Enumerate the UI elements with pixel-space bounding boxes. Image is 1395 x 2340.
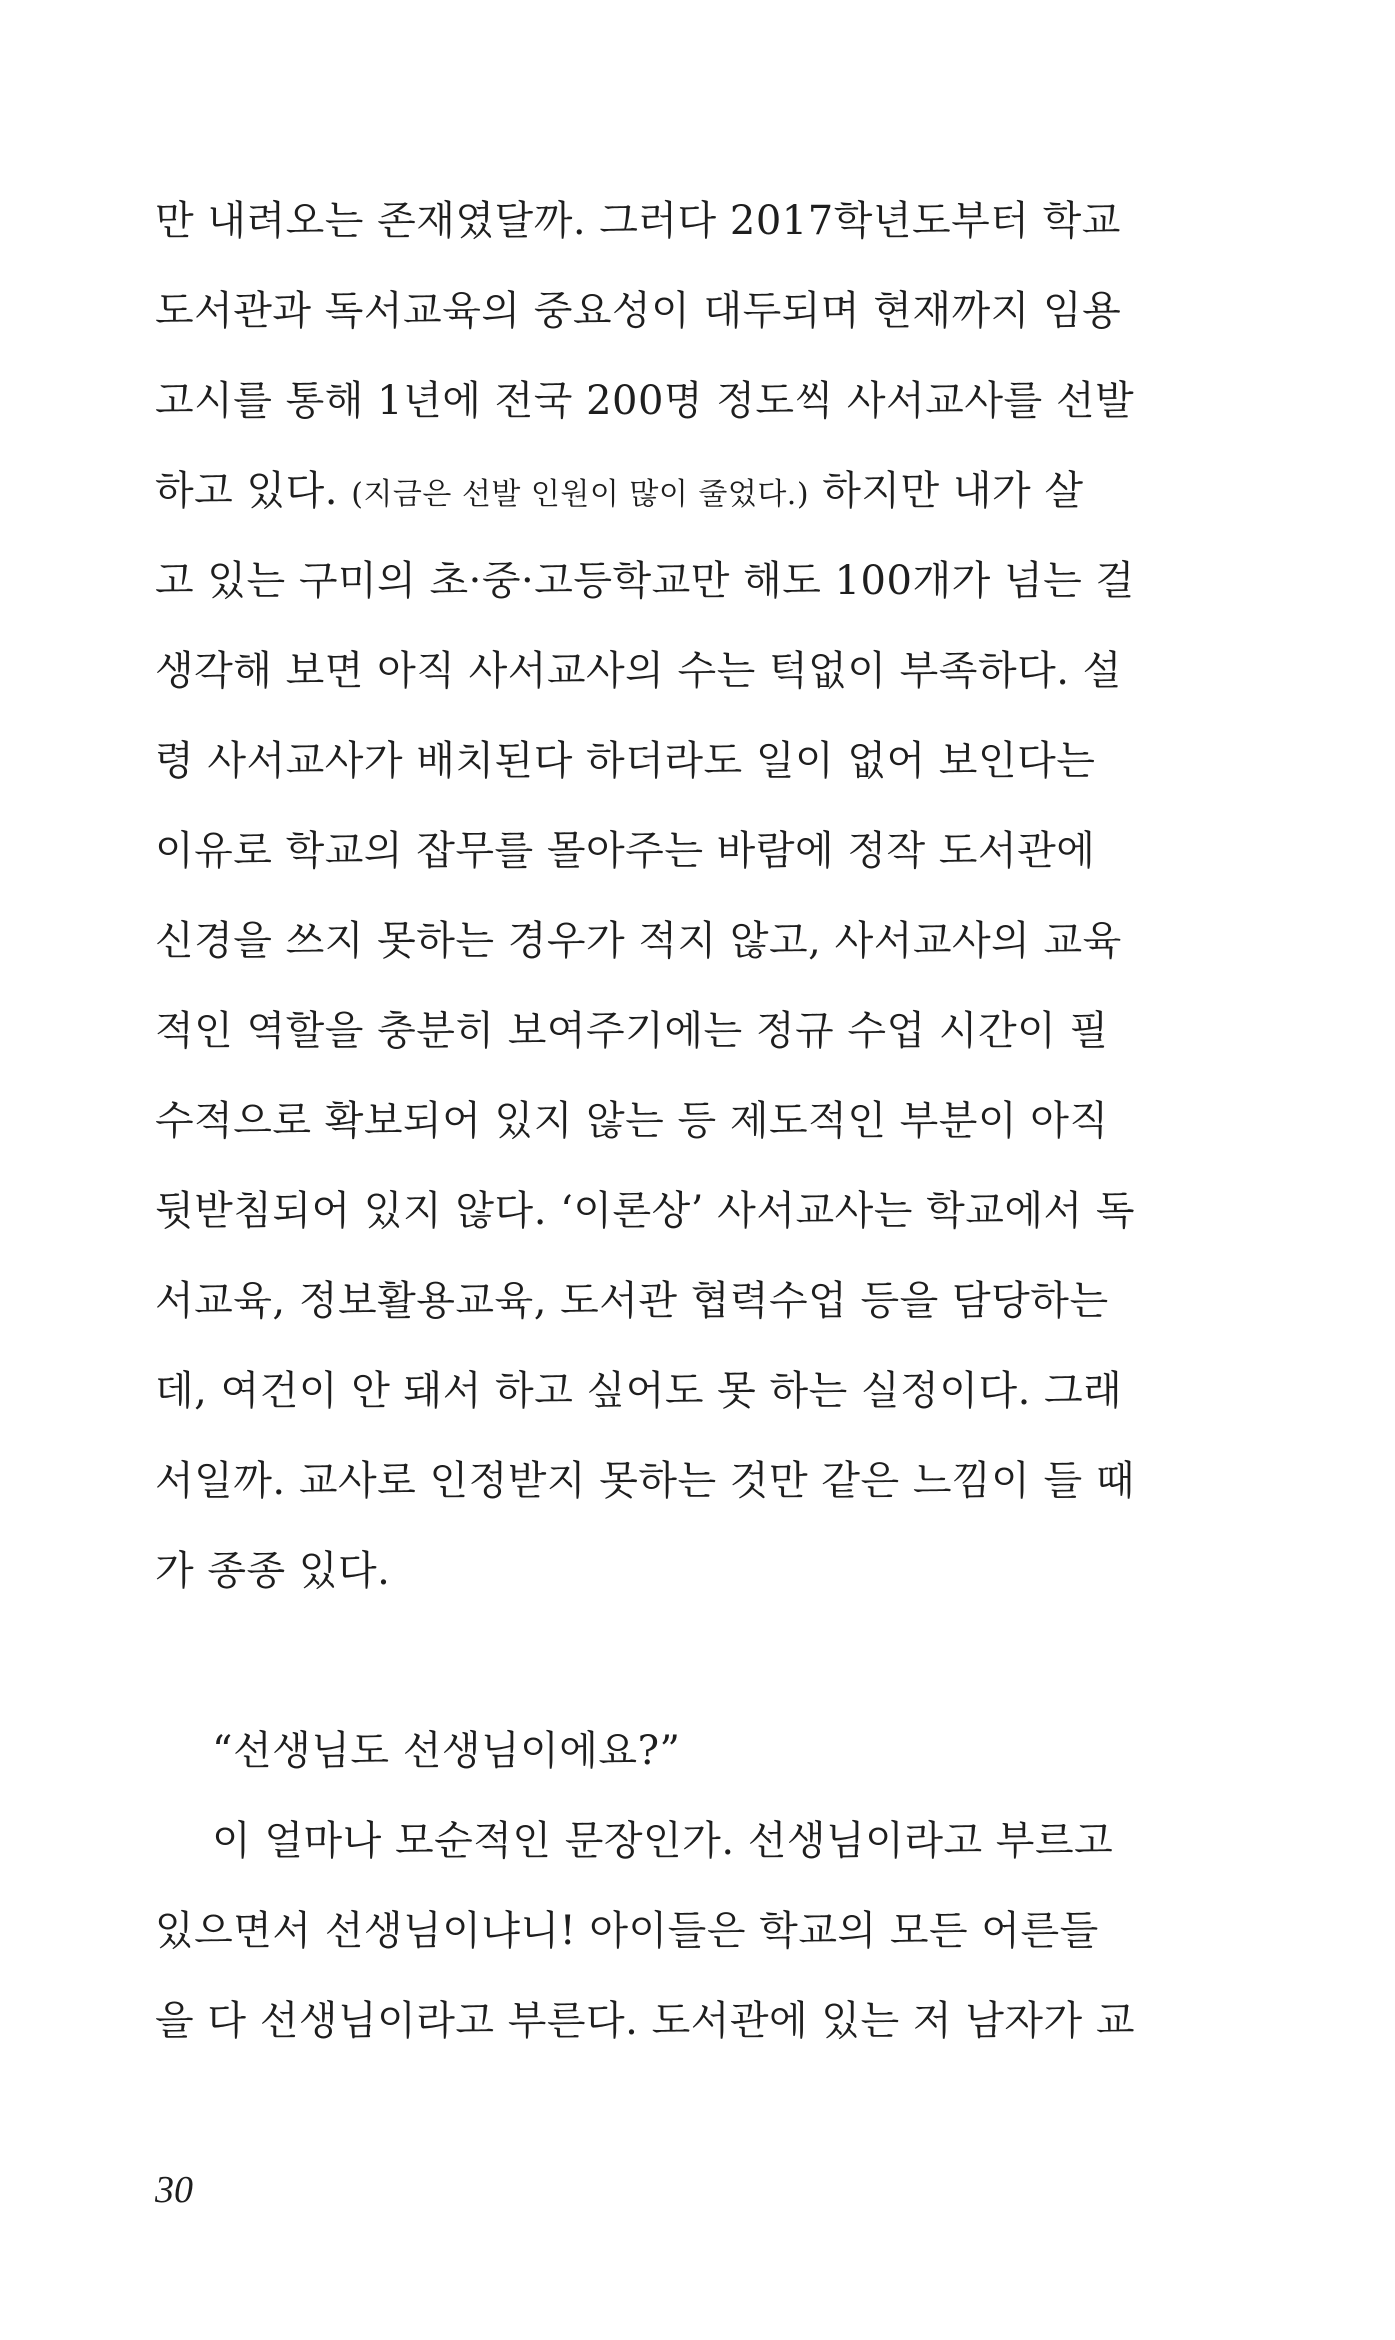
paragraph-2-line-1: 이 얼마나 모순적인 문장인가. 선생님이라고 부르고 [212,1818,1114,1864]
paragraph-2-line-3: 을 다 선생님이라고 부른다. 도서관에 있는 저 남자가 교 [155,1998,1136,2044]
paragraph-1-line-12: 뒷받침되어 있지 않다. ‘이론상’ 사서교사는 학교에서 독 [155,1188,1136,1234]
paragraph-1-line-14: 데, 여건이 안 돼서 하고 싶어도 못 하는 실정이다. 그래 [155,1368,1123,1414]
paragraph-1-line-1: 만 내려오는 존재였달까. 그러다 2017학년도부터 학교 [155,198,1121,244]
paragraph-1-line-16: 가 종종 있다. [155,1548,391,1594]
paragraph-1-line-13: 서교육, 정보활용교육, 도서관 협력수업 등을 담당하는 [155,1278,1109,1324]
paragraph-1-line-3: 고시를 통해 1년에 전국 200명 정도씩 사서교사를 선발 [155,378,1135,424]
paragraph-1-line-6: 생각해 보면 아직 사서교사의 수는 턱없이 부족하다. 설 [155,648,1122,694]
paragraph-1-line-11: 수적으로 확보되어 있지 않는 등 제도적인 부분이 아직 [155,1098,1109,1144]
paragraph-1-line-8: 이유로 학교의 잡무를 몰아주는 바람에 정작 도서관에 [155,828,1096,874]
paragraph-1-line-15: 서일까. 교사로 인정받지 못하는 것만 같은 느낌이 들 때 [155,1458,1136,1504]
paragraph-2-line-2: 있으면서 선생님이냐니! 아이들은 학교의 모든 어른들 [155,1908,1099,1954]
parenthetical-note: (지금은 선발 인원이 많이 줄었다.) [351,477,810,512]
paragraph-1-line-4 [155,456,1084,526]
paragraph-1-line-2: 도서관과 독서교육의 중요성이 대두되며 현재까지 임용 [155,288,1122,334]
paragraph-1-line-4-start: 하고 있다. [155,468,338,514]
paragraph-1-line-7: 령 사서교사가 배치된다 하더라도 일이 없어 보인다는 [155,738,1096,784]
paragraph-1-line-5: 고 있는 구미의 초·중·고등학교만 해도 100개가 넘는 걸 [155,558,1135,604]
page-number: 30 [155,2169,193,2211]
dialogue-quote: “선생님도 선생님이에요?” [212,1728,681,1774]
paragraph-1-line-4-end: 하지만 내가 살 [822,468,1084,514]
paragraph-1-line-10: 적인 역할을 충분히 보여주기에는 정규 수업 시간이 필 [155,1008,1109,1054]
paragraph-1-line-9: 신경을 쓰지 못하는 경우가 적지 않고, 사서교사의 교육 [155,918,1122,964]
